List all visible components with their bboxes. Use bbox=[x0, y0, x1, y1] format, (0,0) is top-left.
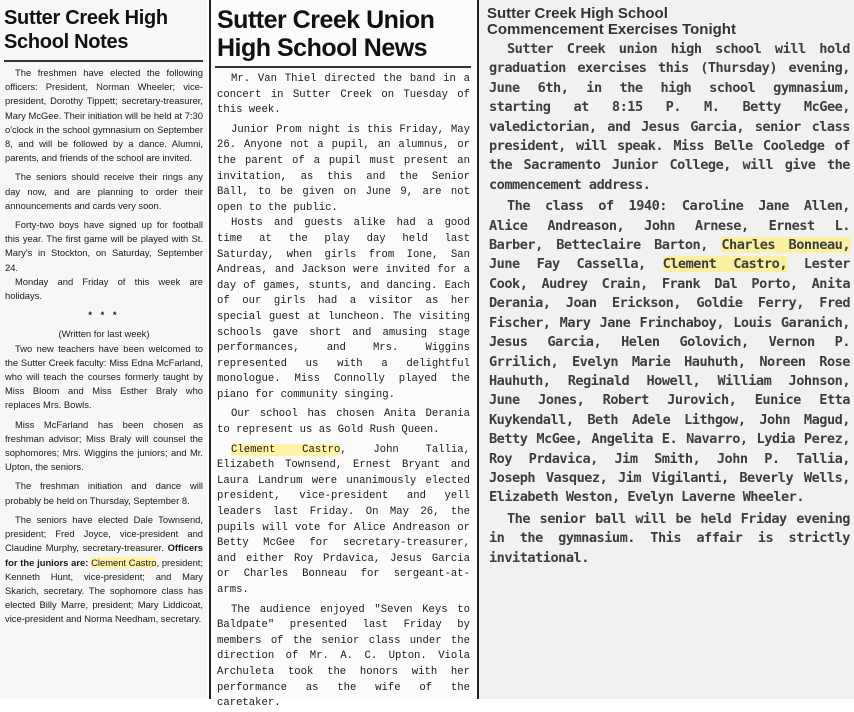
highlighted-name: Charles Bonneau, bbox=[721, 237, 850, 254]
paragraph bbox=[479, 197, 854, 508]
bold-text: Officers for the juniors are: bbox=[5, 542, 203, 568]
text-run: The class of 1940: Caroline Jane Allen, Alice Andreason, John Arnese, Ernest L. Barber, Betteclaire Barton, bbox=[489, 198, 850, 254]
highlighted-name: Clement Castro bbox=[231, 443, 341, 456]
paragraph: Mr. Van Thiel directed the band in a concert in Sutter Creek on Tuesday of this week. bbox=[217, 73, 470, 117]
headline-rule bbox=[215, 66, 471, 68]
headline-line-1: Sutter Creek High School bbox=[487, 5, 668, 22]
text-run: , president; Kenneth Hunt, vice-president; and Mary Skarich, secretary. The sophomore class has elected Billy Marre, president; Mary Liddicoat, vice-president and Norma Needham, secretary. bbox=[5, 556, 203, 625]
headline bbox=[479, 0, 854, 40]
headline bbox=[0, 0, 207, 60]
paragraph: Miss McFarland has been chosen as freshman advisor; Miss Braly will counsel the sophomores; Mrs. Wiggins the juniors; and Mr. Upton, the seniors. bbox=[5, 418, 203, 473]
headline-line-1: Sutter Creek High bbox=[4, 7, 168, 29]
paragraph: Forty-two boys have signed up for football this year. The first game will be played with St. Mary's in Stockton, on Saturday, September 24. bbox=[5, 219, 203, 273]
paragraph: Two new teachers have been welcomed to the Sutter Creek faculty: Miss Edna McFarland, who will teach the courses formerly taught by Miss Bloom and Miss Esther Braly who replaces Mrs. Bowls. bbox=[5, 342, 203, 411]
headline-rule bbox=[4, 60, 203, 62]
clipping-commencement bbox=[477, 0, 854, 699]
clipping-school-notes bbox=[0, 0, 207, 699]
paragraph: Junior Prom night is this Friday, May 26. Anyone not a pupil, an alumnus, or the parent of a pupil must present an invitation, as this and the Senior Ball, to be given on June 9, are not open to the public. bbox=[217, 123, 470, 214]
headline bbox=[211, 0, 475, 66]
text-run: , John Tallia, Elizabeth Townsend, Ernest Bryant and Laura Landrum were unanimously elected president, vice-president and yell leaders last Friday. On May 26, the pupils will vote for Alice Andreason or Betty McGee for secretary-treasurer, and either Roy Prdavica, Jesus Garcia or Charles Bonneau for sergeant-at-arms. bbox=[217, 443, 470, 596]
paragraph: Our school has chosen Anita Derania to represent us as Gold Rush Queen. bbox=[217, 408, 470, 437]
paragraph: Hosts and guests alike had a good time at the play day held last Saturday, when girls from Ione, San Andreas, and Jackson were invited for a day of games, stunts, and dancing. Each of our girls had a visitor as her special guest at luncheon. The visiting schools gave short and amusing stage performances, and Mrs. Wiggins represented us with a delightful monologue. Miss Connolly played the piano for community singing. bbox=[217, 217, 470, 401]
text-run: Lester Cook, Audrey Crain, Frank Dal Porto, Anita Derania, Joan Erickson, Goldie Ferry, Fred Fischer, Mary Jane Frinchaboy, Louis Garanich, Jesus Garcia, Helen Golovich, Vernon P. Grrilich, Evelyn Marie Hauhuth, Noreen Rose Hauhuth, Reginald Howell, William Johnson, June Jones, Robert Jurovich, Eunice Etta Kuykendall, Beth Adele Lithgow, John Magud, Betty McGee, Angelita E. Navarro, Lydia Perez, Roy Prdavica, Jim Smith, John P. Tallia, Joseph Vasquez, Jim Vigilanti, Beverly Wells, Elizabeth Weston, Evelyn Laverne Wheeler. bbox=[489, 256, 850, 506]
paragraph: The freshmen have elected the following officers: President, Norman Wheeler; vice-president, Dorothy Tippett; secretary-treasurer, Mary McGee. Their initiation will be held at 7:30 o'clock in the school gymnasium on September 8, and will be followed by a dance. Alumni, parents, and friends of the school are invited. bbox=[5, 67, 203, 164]
paragraph bbox=[0, 513, 207, 627]
highlighted-name: Clement Castro bbox=[91, 556, 157, 568]
text-run: The seniors have elected Dale Townsend, president; Fred Joyce, vice-president and Claudine Murphy, secretary-treasurer. bbox=[5, 513, 203, 554]
written-note: (Written for last week) bbox=[58, 328, 150, 340]
paragraph: The senior ball will be held Friday evening in the gymnasium. This affair is strictly invitational. bbox=[489, 510, 850, 566]
paragraph: The audience enjoyed "Seven Keys to Baldpate" presented last Friday by members of the senior class under the direction of Mr. A. C. Upton. Viola Archuleta took the honors with her performance as the wife of the caretaker. bbox=[217, 603, 470, 710]
text-run: June Fay Cassella, bbox=[489, 256, 663, 273]
paragraph: Monday and Friday of this week are holidays. bbox=[5, 275, 203, 302]
clipping-union-high-news bbox=[209, 0, 475, 710]
paragraph: Sutter Creek union high school will hold graduation exercises this (Thursday) evening, June 6th, in the high school gymnasium, starting at 8:15 P. M. Betty McGee, valedictorian, and Jesus Garcia, senior class president, will speak. Miss Belle Cooledge of the Sacramento Junior College, will give the commencement address. bbox=[489, 41, 850, 193]
headline-line-2: School Notes bbox=[4, 31, 129, 53]
paragraph: The freshman initiation and dance will probably be held on Thursday, September 8. bbox=[5, 480, 203, 506]
separator: * * * bbox=[88, 309, 120, 321]
headline-line-2: High School News bbox=[217, 34, 428, 62]
highlighted-name: Clement Castro, bbox=[662, 256, 788, 273]
paragraph bbox=[211, 443, 475, 599]
headline-line-2: Commencement Exercises Tonight bbox=[487, 21, 736, 38]
paragraph: The seniors should receive their rings any day now, and are planning to order their announcements and cards very soon. bbox=[5, 171, 203, 211]
headline-line-1: Sutter Creek Union bbox=[217, 6, 435, 34]
